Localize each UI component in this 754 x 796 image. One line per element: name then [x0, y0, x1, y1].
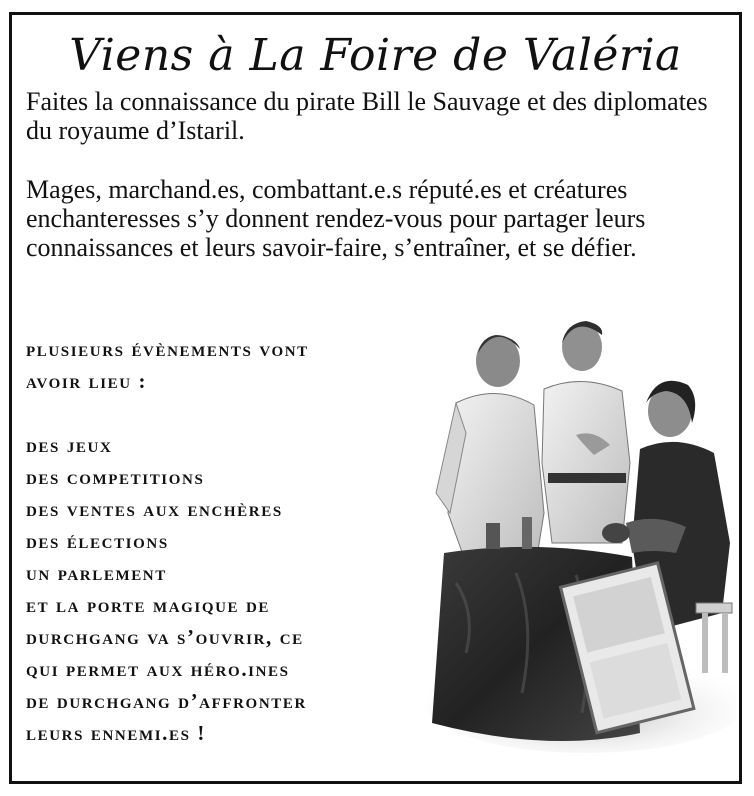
events-heading-line-1: plusieurs évènements vont	[26, 337, 309, 361]
poster-frame	[9, 12, 742, 784]
event-item: et la porte magique de	[26, 593, 271, 617]
event-item: leurs ennemi.es !	[26, 721, 206, 745]
intro-paragraph-2: Mages, marchand.es, combattant.e.s réputé.es et créatures enchanteresses s’y donnent rendez-vous pour partager leurs connaissances et leurs savoir-faire, s’entraîner, et se défier.	[26, 175, 646, 262]
event-item: des ventes aux enchères	[26, 497, 283, 521]
event-item: des competitions	[26, 465, 205, 489]
event-item: des jeux	[26, 433, 113, 457]
poster-title: Viens à La Foire de Valéria	[69, 30, 682, 81]
events-list	[26, 333, 446, 749]
event-item: un parlement	[26, 561, 167, 585]
event-item: durchgang va s’ouvrir, ce	[26, 625, 304, 649]
event-item: qui permet aux héro.ines	[26, 657, 290, 681]
events-heading-line-2: avoir lieu :	[26, 369, 148, 393]
events-spacer	[26, 397, 446, 429]
intro-paragraph-1: Faites la connaissance du pirate Bill le Sauvage et des diplomates du royaume d’Istaril.	[26, 87, 708, 145]
event-item: des élections	[26, 529, 169, 553]
market-stall-photo-icon	[426, 313, 736, 753]
intro-text	[26, 87, 728, 262]
event-item: de durchgang d’affronter	[26, 689, 307, 713]
